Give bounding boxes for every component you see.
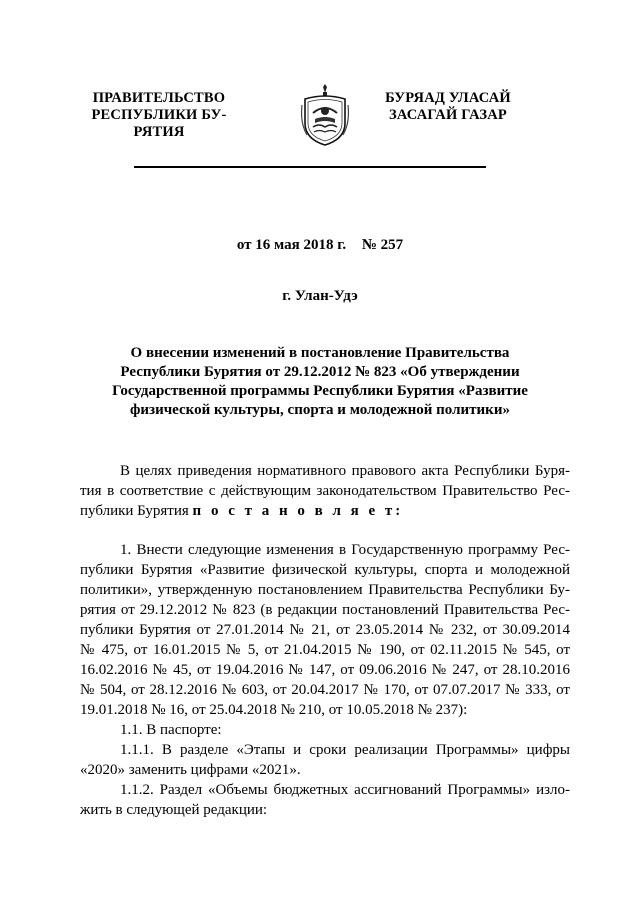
- title-line: О внесении изменений в постановление Правительства: [130, 345, 510, 361]
- preamble-paragraph: [80, 461, 570, 521]
- paragraph-line: № 475, от 16.01.2015 № 5, от 21.04.2015 № 190, от 02.11.2015 № 545, от: [80, 642, 570, 658]
- paragraph-line: 1. Внести следующие изменения в Государственную программу Рес-: [120, 542, 570, 558]
- decree-verb: п о с т а н о в л я е т:: [192, 503, 404, 519]
- document-title: [100, 344, 540, 420]
- title-line: Республики Бурятия от 29.12.2012 № 823 «Об утверждении: [120, 364, 520, 380]
- paragraph-line: рятия от 29.12.2012 № 823 (в редакции постановлений Правительства Рес-: [80, 602, 570, 618]
- decree-city: г. Улан-Удэ: [282, 288, 358, 304]
- paragraph-line: В целях приведения нормативного правового акта Республики Буря-: [120, 463, 570, 479]
- paragraph-line: № 504, от 28.12.2016 № 603, от 20.04.2017 № 170, от 07.07.2017 № 333, от: [80, 682, 570, 698]
- paragraph-line: политики», утвержденную постановлением Правительства Республики Бу-: [80, 582, 570, 598]
- title-line: физической культуры, спорта и молодежной политики»: [130, 402, 510, 418]
- paragraph-line: 1.1.2. Раздел «Объемы бюджетных ассигнований Программы» изло-: [120, 782, 570, 798]
- decree-items: [80, 540, 570, 820]
- paragraph-line: 1.1.1. В разделе «Этапы и сроки реализации Программы» цифры: [120, 742, 570, 758]
- paragraph-line: публики Бурятия от 27.01.2014 № 21, от 23.05.2014 № 232, от 30.09.2014: [80, 622, 570, 638]
- header-divider: [134, 166, 486, 168]
- preamble-prefix: публики Бурятия: [80, 503, 189, 519]
- decree-date: от 16 мая 2018 г.: [236, 237, 347, 253]
- paragraph-line: «2020» заменить цифрами «2021».: [80, 762, 301, 778]
- header-right-line: БУРЯАД УЛАСАЙ: [385, 90, 511, 106]
- paragraph-line: 16.02.2016 № 45, от 19.04.2016 № 147, от 09.06.2016 № 247, от 28.10.2016: [80, 662, 570, 678]
- header-right-line: ЗАСАГАЙ ГАЗАР: [389, 107, 507, 123]
- header-left-block: [88, 90, 230, 141]
- paragraph-line: жить в следующей редакции:: [80, 802, 268, 818]
- paragraph-line: [80, 501, 570, 521]
- paragraph-line: публики Бурятия «Развитие физической культуры, спорта и молодежной: [80, 562, 570, 578]
- header-left-line: ПРАВИТЕЛЬСТВО: [92, 90, 226, 106]
- coat-of-arms-emblem: [299, 83, 351, 147]
- title-line: Государственной программы Республики Бурятия «Развитие: [112, 383, 528, 399]
- header-right-block: [378, 90, 518, 124]
- decree-number: № 257: [361, 237, 404, 253]
- header-left-line: РЕСПУБЛИКИ БУ-: [91, 107, 227, 123]
- item-1-1: 1.1. В паспорте:: [120, 722, 222, 738]
- decree-date-line: [0, 237, 640, 254]
- paragraph-line: 19.01.2018 № 16, от 25.04.2018 № 210, от 10.05.2018 № 237):: [80, 702, 468, 718]
- paragraph-line: тия в соответствие с действующим законодательством Правительство Рес-: [80, 483, 570, 499]
- header-left-line: РЯТИЯ: [133, 124, 185, 140]
